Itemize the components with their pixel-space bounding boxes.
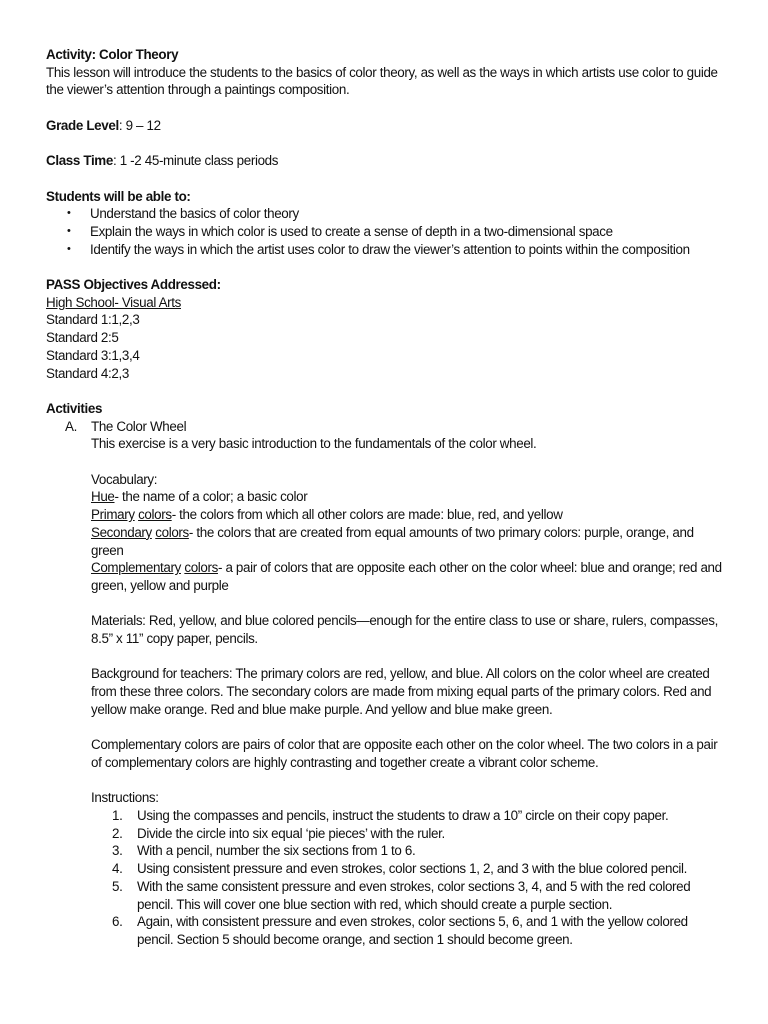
activity-a-title: The Color Wheel xyxy=(91,418,187,434)
vocabulary-heading: Vocabulary: xyxy=(91,471,158,487)
step-text: Again, with consistent pressure and even strokes, color sections 5, 6, and 1 with the yellow colored pencil. Section 5 should become orange, and section 1 should become green. xyxy=(137,914,688,947)
pass-standard: Standard 4:2,3 xyxy=(46,365,129,381)
vocab-definition: - a pair of colors that are opposite each other on the color wheel: blue and orange; red and green, yellow and purple xyxy=(91,560,722,593)
vocab-term-word: colors xyxy=(184,560,218,576)
step-text: With a pencil, number the six sections from 1 to 6. xyxy=(137,843,416,859)
vocab-definition: - the colors from which all other colors are made: blue, red, and yellow xyxy=(171,507,563,523)
instruction-step xyxy=(112,878,726,913)
instructions-heading: Instructions: xyxy=(91,790,159,806)
vocab-term: Complementary xyxy=(91,560,181,576)
vocab-term-word: colors xyxy=(155,524,189,540)
pass-subheading: High School- Visual Arts xyxy=(46,294,181,310)
complementary-paragraph: Complementary colors are pairs of color that are opposite each other on the color wheel. The two colors in a pair of complementary colors are highly contrasting and together create a vibrant color scheme. xyxy=(91,737,718,770)
vocab-term: Hue xyxy=(91,489,115,505)
vocab-term: Primary xyxy=(91,507,135,523)
class-time xyxy=(46,152,726,170)
instruction-step xyxy=(112,860,726,878)
vocab-term-word: colors xyxy=(138,507,172,523)
step-number: 2. xyxy=(112,825,123,841)
instruction-step xyxy=(112,825,726,843)
vocab-definition: - the colors that are created from equal amounts of two primary colors: purple, orange, and green xyxy=(91,524,694,558)
pass-standard: Standard 1:1,2,3 xyxy=(46,312,140,328)
instruction-step xyxy=(112,842,726,860)
objective-item: • Identify the ways in which the artist uses color to draw the viewer’s attention to points within the composition xyxy=(90,241,726,259)
materials-paragraph: Materials: Red, yellow, and blue colored pencils—enough for the entire class to use or share, rulers, compasses, 8.5” x 11” copy paper, pencils. xyxy=(91,613,718,647)
background-paragraph: Background for teachers: The primary colors are red, yellow, and blue. All colors on the color wheel are created from these three colors. The secondary colors are made from mixing equal parts of the primary colors. Red and yellow make orange. Red and blue make purple. And yellow and blue make green. xyxy=(91,666,712,717)
instruction-step xyxy=(112,807,726,825)
objective-item: • Explain the ways in which color is used to create a sense of depth in a two-dimensional space xyxy=(90,223,726,241)
grade-level xyxy=(46,117,726,135)
activity-a-letter: A. xyxy=(65,418,77,434)
pass-heading: PASS Objectives Addressed: xyxy=(46,277,221,293)
pass-standard: Standard 2:5 xyxy=(46,330,119,346)
step-number: 3. xyxy=(112,843,123,859)
step-number: 6. xyxy=(112,914,123,930)
document-page xyxy=(46,46,726,949)
pass-standard: Standard 3:1,3,4 xyxy=(46,347,140,363)
vocab-entry xyxy=(91,559,726,594)
objectives-list xyxy=(46,205,726,258)
vocab-entry xyxy=(91,506,726,524)
vocab-definition: - the name of a color; a basic color xyxy=(114,489,308,505)
activity-a xyxy=(46,418,726,453)
activities-heading: Activities xyxy=(46,400,103,416)
vocab-term: Secondary xyxy=(91,524,152,540)
grade-level-label: Grade Level xyxy=(46,117,119,133)
instruction-step xyxy=(112,913,726,948)
step-text: Divide the circle into six equal ‘pie pieces’ with the ruler. xyxy=(137,825,445,841)
activity-heading: Activity: Color Theory xyxy=(46,47,179,62)
vocabulary-section xyxy=(46,471,726,807)
vocab-entry xyxy=(91,524,726,559)
step-number: 1. xyxy=(112,808,123,824)
step-number: 4. xyxy=(112,861,123,877)
vocab-entry xyxy=(91,488,726,506)
step-text: Using consistent pressure and even strokes, color sections 1, 2, and 3 with the blue colored pencil. xyxy=(137,861,688,877)
grade-level-value: : 9 – 12 xyxy=(118,117,161,133)
class-time-label: Class Time xyxy=(46,153,113,169)
step-text: With the same consistent pressure and even strokes, color sections 3, 4, and 5 with the red colored pencil. This will cover one blue section with red, which should create a purple section. xyxy=(137,878,691,912)
objective-item: • Understand the basics of color theory xyxy=(90,205,726,223)
class-time-value: : 1 -2 45-minute class periods xyxy=(112,153,279,169)
objectives-heading: Students will be able to: xyxy=(46,188,191,204)
step-number: 5. xyxy=(112,878,123,894)
instruction-steps xyxy=(46,807,726,949)
activity-a-intro: This exercise is a very basic introduction to the fundamentals of the color wheel. xyxy=(91,436,537,452)
step-text: Using the compasses and pencils, instruct the students to draw a 10” circle on their copy paper. xyxy=(137,808,669,824)
activity-intro: This lesson will introduce the students to the basics of color theory, as well as the ways in which artists use color to guide the viewer’s attention through a paintings composition. xyxy=(46,64,718,98)
